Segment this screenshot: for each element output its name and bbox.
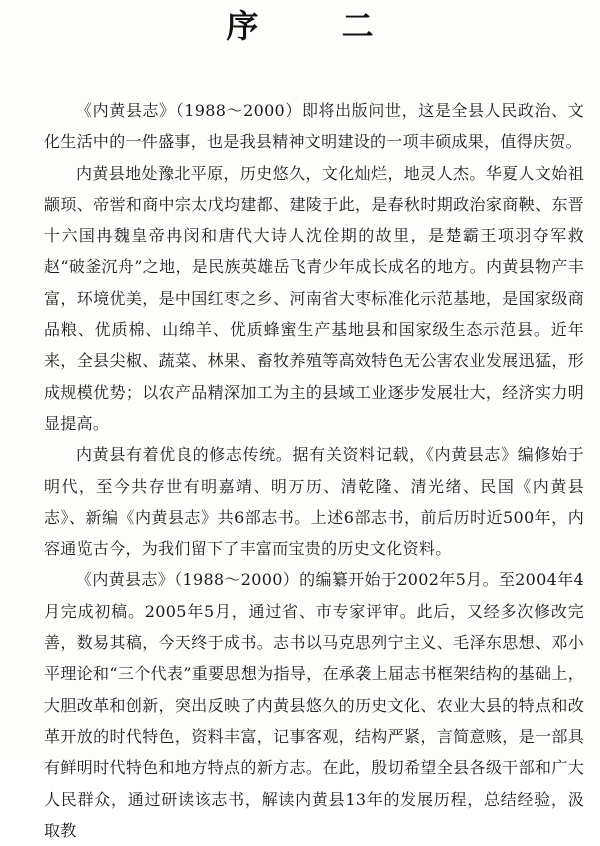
body-text bbox=[44, 95, 584, 846]
paragraph-3: 内黄县有着优良的修志传统。据有关资料记载，《内黄县志》编修始于明代，至今共存世有明嘉靖、明万历、清乾隆、清光绪、民国《内黄县志》、新编《内黄县志》共6部志书。上述6部志书，前后历时近500年，内容通览古今，为我们留下了丰富而宝贵的历史文化资料。 bbox=[44, 445, 584, 559]
paragraph-4: 《内黄县志》（1988～2000）的编纂开始于2002年5月。至2004年4月完成初稿。2005年5月，通过省、市专家评审。此后，又经多次修改完善，数易其稿，今天终于成书。志书以马克思列宁主义、毛泽东思想、邓小平理论和“三个代表”重要思想为指导，在承袭上届志书框架结构的基础上，大胆改革和创新，突出反映了内黄县悠久的历史文化、农业大县的特点和改革开放的时代特色，资料丰富，记事客观，结构严紧，言简意赅，是一部具有鲜明时代特色和地方特点的新方志。在此，殷切希望全县各级干部和广大人民群众，通过研读该志书，解读内黄县13年的发展历程，总结经验，汲取教 bbox=[44, 570, 584, 840]
paragraph-1: 《内黄县志》（1988～2000）即将出版问世，这是全县人民政治、文化生活中的一件盛事，也是我县精神文明建设的一项丰硕成果，值得庆贺。 bbox=[44, 101, 584, 152]
paragraph-2: 内黄县地处豫北平原，历史悠久，文化灿烂，地灵人杰。华夏人文始祖颛顼、帝喾和商中宗太戊均建都、建陵于此，是春秋时期政治家商鞅、东晋十六国冉魏皇帝冉闵和唐代大诗人沈佺期的故里，是楚霸王项羽夺军救赵“破釜沉舟”之地，是民族英雄岳飞青少年成长成名的地方。内黄县物产丰富，环境优美，是中国红枣之乡、河南省大枣标准化示范基地，是国家级商品粮、优质棉、山绵羊、优质蜂蜜生产基地县和国家级生态示范县。近年来，全县尖椒、蔬菜、林果、畜牧养殖等高效特色无公害农业发展迅猛，形成规模优势；以农产品精深加工为主的县域工业逐步发展壮大，经济实力明显提高。 bbox=[44, 163, 584, 433]
page-title: 序 二 bbox=[226, 7, 410, 45]
